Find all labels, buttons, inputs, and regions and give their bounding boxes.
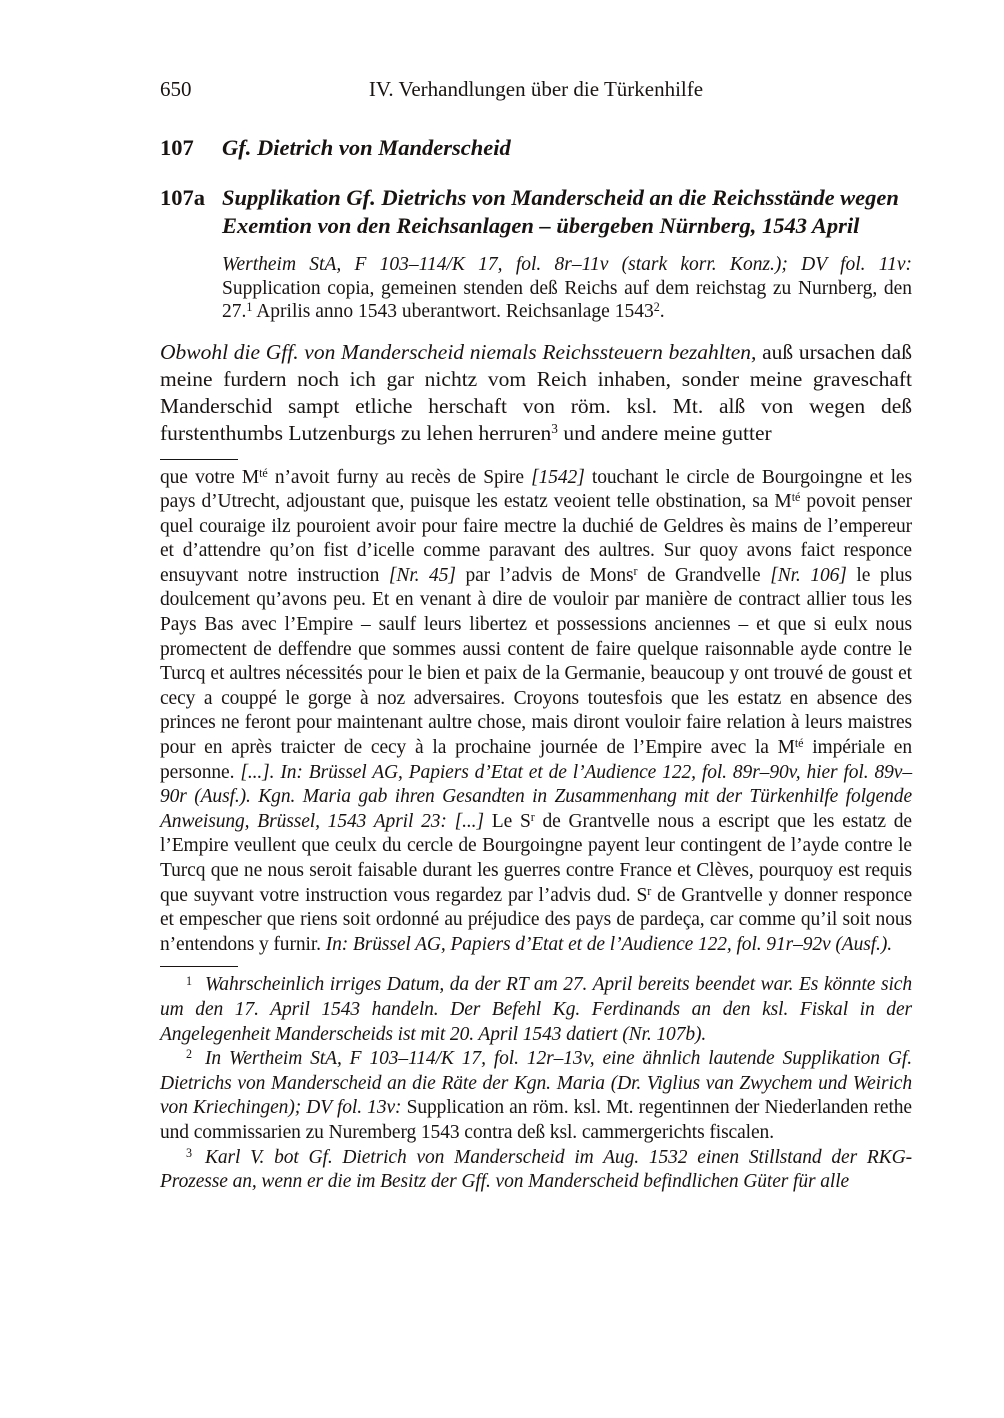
footnote-area: [160, 466, 912, 1195]
footnote-3: $^3$ Karl V. bot Gf. Dietrich von Manderscheid im Aug. 1532 einen Stillstand der RKG-Prozesse an, wenn er die im Besitz der Gff. von Manderscheid befindlichen Güter für alle: [160, 1145, 912, 1193]
doc-107a-title: Supplikation Gf. Dietrichs von Manderscheid an die Reichsstände wegen Exemtion von den Reichsanlagen – übergeben Nürnberg, 1543 April: [222, 185, 899, 238]
page-number: 650: [160, 77, 192, 101]
footnote-2: $^2$ In Wertheim StA, F 103–114/K 17, fol. 12r–13v, eine ähnlich lautende Supplikation Gf. Dietrichs von Manderscheid an die Räte der Kgn. Maria (Dr. Viglius van Zwychem und Weirich von Kriechingen); DV fol. 13v: Supplication an röm. ksl. Mt. regentinnen der Niederlanden rethe und commissarien zu Nuremberg 1543 contra deß ksl. cammergerichts fiscalen.: [160, 1047, 912, 1143]
doc-107-title: Gf. Dietrich von Manderscheid: [222, 135, 511, 160]
footnote-separator-rule: [160, 459, 238, 460]
doc-107a-heading: [160, 184, 912, 240]
running-head: IV. Verhandlungen über die Türkenhilfe: [368, 77, 704, 101]
main-text-paragraph: Obwohl die Gff. von Manderscheid niemals Reichssteuern bezahlten, auß ursachen daß meine furdern noch ich gar nichtz vom Reich inhaben, sonder meine graveschaft Manderschid sampt etliche herschaft von röm. ksl. Mt. alß von wegen deß furstenthumbs Lutzenburgs zu lehen herruren$^3$ und andere meine gutter: [160, 339, 912, 445]
doc-107a-number: 107a: [160, 185, 205, 210]
source-note: Wertheim StA, F 103–114/K 17, fol. 8r–11v (stark korr. Konz.); DV fol. 11v: Supplication copia, gemeinen stenden deß Reichs auf dem reichstag zu Nurnberg, den 27.$^1$ Aprilis anno 1543 uberantwort. Reichsanlage 1543$^2$.: [222, 254, 912, 322]
footnote-separator-rule-2: [160, 966, 238, 967]
doc-107-heading: [160, 134, 912, 162]
page-content: [160, 0, 912, 1195]
page-header: [160, 0, 912, 102]
doc-107-number: 107: [160, 135, 194, 160]
footnote-continuation: que votre $M^{té}$ n’avoit furny au recès de Spire [1542] touchant le circle de Bourgoingne et les pays d’Utrecht, adjoustant que, puisque les estatz veoient telle obstination, sa $M^{té}$ povoit penser quel couraige ilz pouroient avoir pour faire mectre la duchié de Geldres ès mains de l’empereur et d’attendre qu’on fist d’icelle comme paravant des aultres. Sur quoy avons faict responce ensuyvant notre instruction [Nr. 45] par l’advis de Mons$^r$ de Grandvelle [Nr. 106] le plus doulcement qu’avons peu. Et en venant à dire de vouloir par manière de contract allier tous les Pays Bas avec l’Empire – saulf leurs libertez et possessions anciennes – et que si eulx nous promectent de deffendre que sommes aussi content de faire quelque raisonnable ayde contre le Turcq et aultres nécessités pour le bien et paix de la Germanie, beaucoup y ont trouvé de goust et cecy a couppé le gorge à noz adversaires. Croyons toutesfois que les estatz en absence des princes ne feront pour maintenant aultre chose, mais diront vouloir faire relation à leurs maistres pour en après traicter de cecy à la prochaine journée de l’Empire avec la $M^{té}$ impériale en personne. [...]. In: Brüssel AG, Papiers d’Etat et de l’Audience 122, fol. 89r–90v, hier fol. 89v–90r (Ausf.). Kgn. Maria gab ihren Gesandten in Zusammenhang mit der Türkenhilfe folgende Anweisung, Brüssel, 1543 April 23: [...] Le $S^r$ de Grantvelle nous a escript que les estatz de l’Empire veullent que ceulx du cercle de Bourgoingne payent leur contingent de l’ayde contre le Turcq que ne nous seroit faisable durant les guerres contre France et Clèves, pourquoy est requis que suyvant votre instruction vous regardez par l’advis dud. $S^r$ de Grantvelle y donner responce et empescher que riens soit ordonné au préjudice des pays de pardeça, car comme qu’il soit nous n’entendons y furnir. In: Brüssel AG, Papiers d’Etat et de l’Audience 122, fol. 91r–92v (Ausf.).: [160, 465, 913, 955]
footnote-1: $^1$ Wahrscheinlich irriges Datum, da der RT am 27. April bereits beendet war. Es könnte sich um den 17. April 1543 handeln. Der Befehl Kg. Ferdinands an den ksl. Fiskal in der Angelegenheit Manderscheids ist mit 20. April 1543 datiert (Nr. 107b).: [160, 973, 912, 1045]
